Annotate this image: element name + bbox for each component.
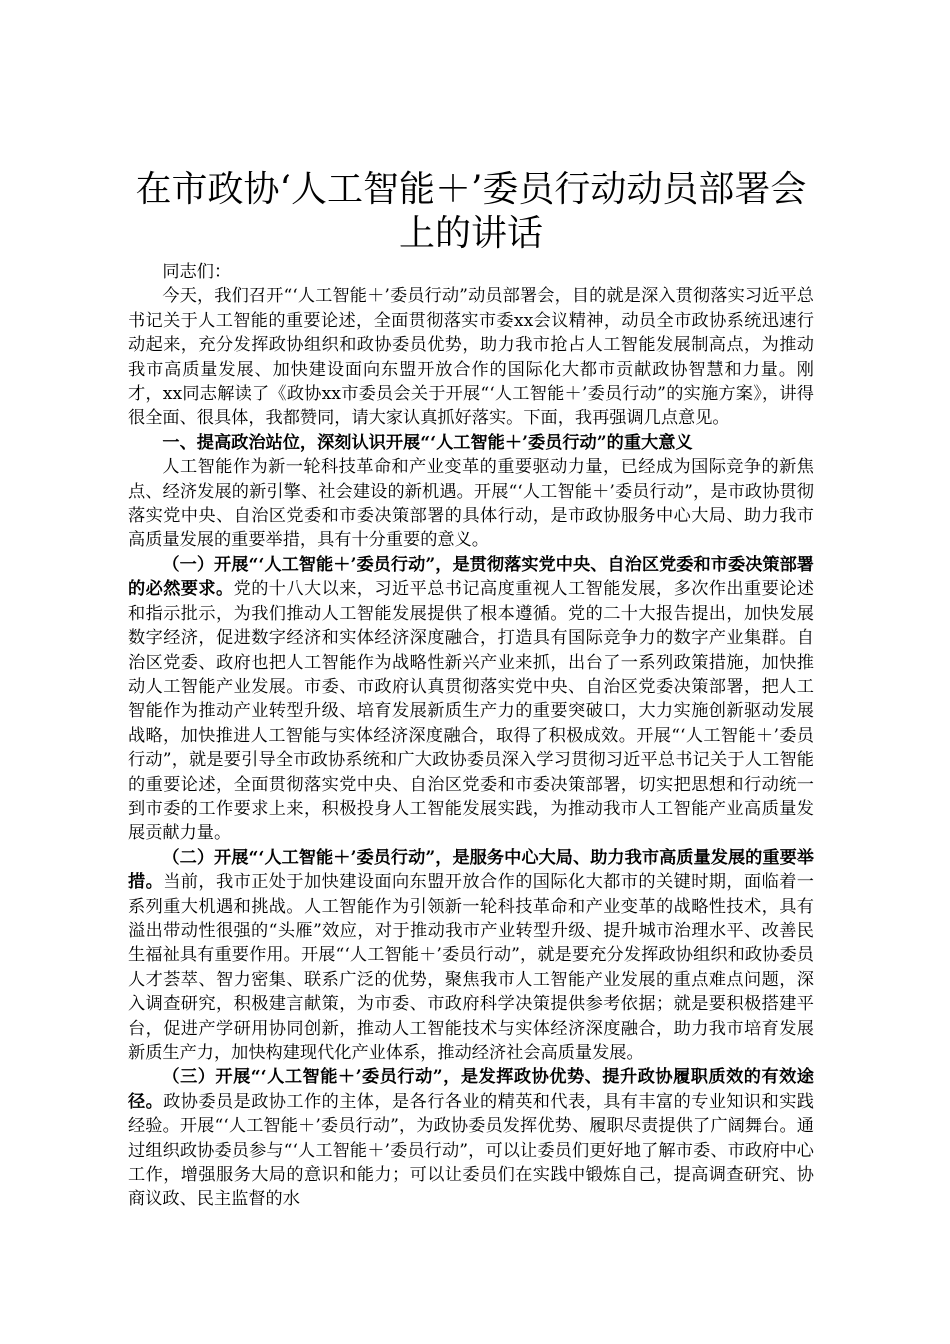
subsection-3-body: 政协委员是政协工作的主体，是各行各业的精英和代表，具有丰富的专业知识和实践经验。开展“‘人工智能＋’委员行动”，为政协委员发挥优势、履职尽责提供了广阔舞台。通过组织政协委员参与“‘人工智能＋’委员行动”，可以让委员们更好地了解市委、市政府中心工作，增强服务大局的意识和能力；可以让委员们在实践中锻炼自己，提高调查研究、协商议政、民主监督的水 (128, 1091, 814, 1210)
subsection-1-paragraph (128, 553, 814, 846)
subsection-3-paragraph (128, 1065, 814, 1211)
section-1-body: 人工智能作为新一轮科技革命和产业变革的重要驱动力量，已经成为国际竞争的新焦点、经济发展的新引擎、社会建设的新机遇。开展“‘人工智能＋’委员行动”，是市政协贯彻落实党中央、自治区党委和市委决策部署的具体行动，是市政协服务中心大局、助力我市高质量发展的重要举措，具有十分重要的意义。 (128, 457, 814, 551)
subsection-2-body: 当前，我市正处于加快建设面向东盟开放合作的国际化大都市的关键时期，面临着一系列重大机遇和挑战。人工智能作为引领新一轮科技革命和产业变革的战略性技术，具有溢出带动性很强的“头雁”效应，对于推动我市产业转型升级、提升城市治理水平、改善民生福祉具有重要作用。开展“‘人工智能＋’委员行动”，就是要充分发挥政协组织和政协委员人才荟萃、智力密集、联系广泛的优势，聚焦我市人工智能产业发展的重点难点问题，深入调查研究，积极建言献策，为市委、市政府科学决策提供参考依据；就是要积极搭建平台，促进产学研用协同创新，推动人工智能技术与实体经济深度融合，助力我市培育发展新质生产力，加快构建现代化产业体系，推动经济社会高质量发展。 (128, 872, 814, 1063)
salutation: 同志们： (162, 262, 232, 282)
section-1-heading: 一、提高政治站位，深刻认识开展“‘人工智能＋’委员行动”的重大意义 (162, 432, 693, 453)
intro-paragraph: 今天，我们召开“‘人工智能＋’委员行动”动员部署会，目的就是深入贯彻落实习近平总书记关于人工智能的重要论述，全面贯彻落实市委xx会议精神，动员全市政协系统迅速行动起来，充分发挥政协组织和政协委员优势，助力我市抢占人工智能发展制高点，为推动我市高质量发展、加快建设面向东盟开放合作的国际化大都市贡献政协智慧和力量。刚才，xx同志解读了《政协xx市委员会关于开展“‘人工智能＋’委员行动”的实施方案》，讲得很全面、很具体，我都赞同，请大家认真抓好落实。下面，我再强调几点意见。 (128, 286, 814, 429)
document-title: 在市政协‘人工智能＋’委员行动动员部署会上的讲话 (135, 169, 807, 254)
document-page (128, 168, 814, 1212)
subsection-2-paragraph (128, 846, 814, 1066)
subsection-1-body: 党的十八大以来，习近平总书记高度重视人工智能发展，多次作出重要论述和指示批示，为我们推动人工智能发展提供了根本遵循。党的二十大报告提出，加快发展数字经济，促进数字经济和实体经济深度融合，打造具有国际竞争力的数字产业集群。自治区党委、政府也把人工智能作为战略性新兴产业来抓，出台了一系列政策措施，加快推动人工智能产业发展。市委、市政府认真贯彻落实党中央、自治区党委决策部署，把人工智能作为推动产业转型升级、培育发展新质生产力的重要突破口，大力实施创新驱动发展战略，加快推进人工智能与实体经济深度融合，取得了积极成效。开展“‘人工智能＋’委员行动”，就是要引导全市政协系统和广大政协委员深入学习贯彻习近平总书记关于人工智能的重要论述，全面贯彻落实党中央、自治区党委和市委决策部署，切实把思想和行动统一到市委的工作要求上来，积极投身人工智能发展实践，为推动我市人工智能产业高质量发展贡献力量。 (128, 579, 814, 844)
subsection-3-lead: （三）开展“‘人工智能＋’委员行动”，是发挥政协优势、提升政协履职质效的有效途径。 (128, 1067, 814, 1112)
subsection-2-lead: （二）开展“‘人工智能＋’委员行动”，是服务中心大局、助力我市高质量发展的重要举措。 (128, 847, 814, 893)
subsection-1-lead: （一）开展“‘人工智能＋’委员行动”，是贯彻落实党中央、自治区党委和市委决策部署的必然要求。 (128, 554, 814, 600)
